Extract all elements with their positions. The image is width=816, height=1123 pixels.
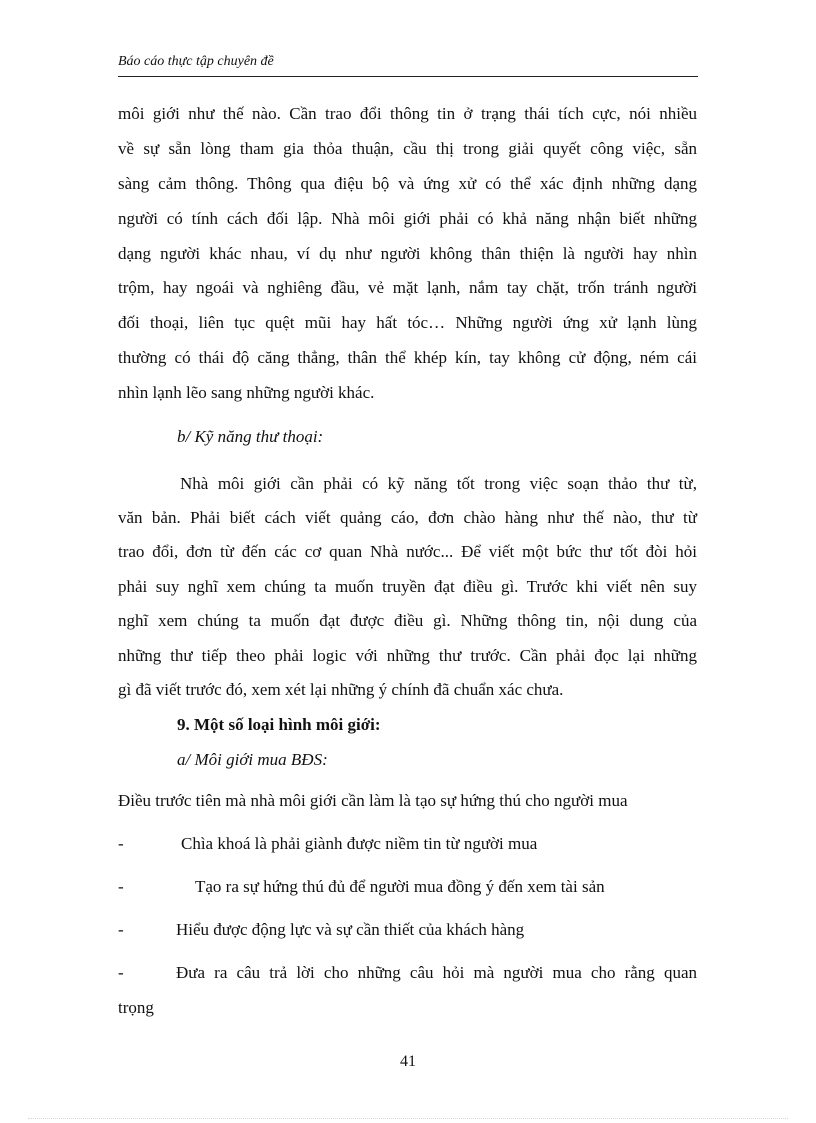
- intro-line: Điều trước tiên mà nhà môi giới cần làm là tạo sự hứng thú cho người mua: [118, 791, 628, 810]
- text-line: thường có thái độ căng thẳng, thân thể khép kín, tay không cử động, ném cái: [118, 348, 697, 367]
- text-line: trộm, hay ngoái và nghiêng đầu, vẻ mặt lạnh, nắm tay chặt, trốn tránh người: [118, 278, 697, 297]
- bullet-text-continued: trọng: [118, 998, 154, 1017]
- text-line: những thư tiếp theo phải logic với những thư trước. Cần phải đọc lại những: [118, 646, 697, 665]
- page-bottom-border: [28, 1118, 788, 1119]
- header-rule: [118, 76, 698, 77]
- section-heading-9: 9. Một số loại hình môi giới:: [177, 715, 381, 734]
- bullet-dash: -: [118, 834, 124, 853]
- text-line: môi giới như thế nào. Cần trao đổi thông tin ở trạng thái tích cực, nói nhiều: [118, 104, 697, 123]
- bullet-text: Hiểu được động lực và sự cần thiết của khách hàng: [176, 920, 525, 939]
- text-line: đối thoại, liên tục quệt mũi hay hất tóc… Những người ứng xử lạnh lùng: [118, 313, 697, 332]
- text-line: người có tính cách đối lập. Nhà môi giới phải có khả năng nhận biết những: [118, 209, 697, 228]
- page-header: [118, 50, 698, 78]
- text-line: trao đổi, đơn từ đến các cơ quan Nhà nước... Để viết một bức thư tốt đòi hỏi: [118, 542, 697, 561]
- bullet-dash: -: [118, 877, 124, 896]
- header-title: Báo cáo thực tập chuyên đề: [118, 54, 274, 69]
- text-line: nhìn lạnh lẽo sang những người khác.: [118, 383, 375, 402]
- text-line: nghĩ xem chúng ta muốn đạt được điều gì. Những thông tin, nội dung của: [118, 611, 697, 630]
- bullet-text: Chìa khoá là phải giành được niềm tin từ người mua: [181, 834, 538, 853]
- section-heading-b: b/ Kỹ năng thư thoại:: [177, 427, 324, 446]
- text-line: Nhà môi giới cần phải có kỹ năng tốt trong việc soạn thảo thư từ,: [180, 474, 697, 493]
- text-line: sàng cảm thông. Thông qua điệu bộ và ứng xử có thể xác định những dạng: [118, 174, 697, 193]
- text-line: văn bản. Phải biết cách viết quảng cáo, đơn chào hàng như thế nào, thư từ: [118, 508, 697, 527]
- text-line: phải suy nghĩ xem chúng ta muốn truyền đạt điều gì. Trước khi viết nên suy: [118, 577, 697, 596]
- bullet-dash: -: [118, 963, 124, 982]
- text-line: về sự sẵn lòng tham gia thỏa thuận, cầu thị trong giải quyết công việc, sẵn: [118, 139, 697, 158]
- bullet-dash: -: [118, 920, 124, 939]
- text-line: dạng người khác nhau, ví dụ như người không thân thiện là người hay nhìn: [118, 244, 697, 263]
- bullet-text: Tạo ra sự hứng thú đủ để người mua đồng ý đến xem tài sản: [195, 877, 605, 896]
- bullet-text: Đưa ra câu trả lời cho những câu hỏi mà người mua cho rằng quan: [176, 963, 697, 982]
- section-heading-a: a/ Môi giới mua BĐS:: [177, 750, 328, 769]
- text-line: gì đã viết trước đó, xem xét lại những ý chính đã chuẩn xác chưa.: [118, 680, 564, 699]
- page-number: 41: [400, 1053, 416, 1070]
